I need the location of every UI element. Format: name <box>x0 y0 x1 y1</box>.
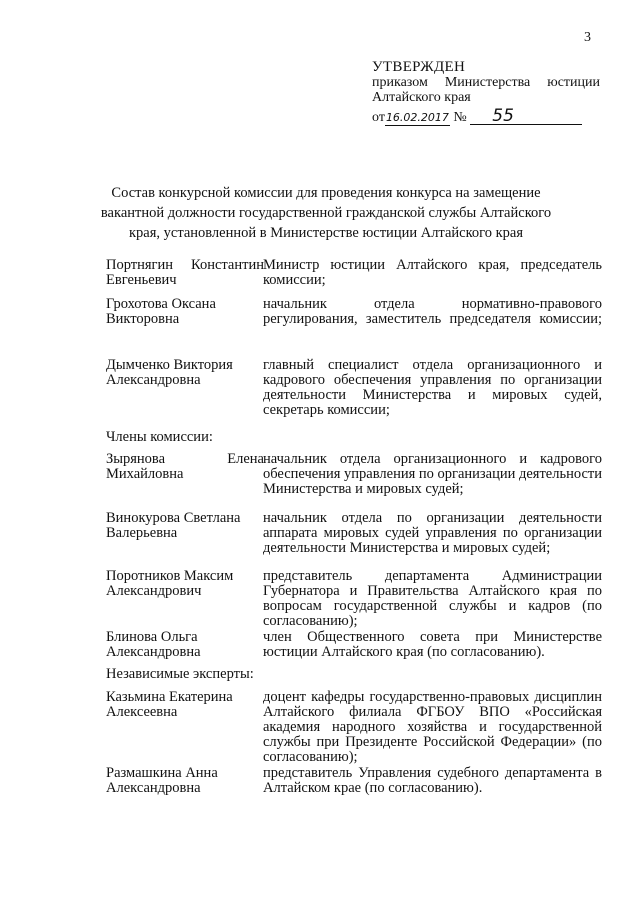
members-heading: Члены комиссии: <box>106 429 213 445</box>
member-role: главный специалист отдела организационного и кадрового обеспечения управления по организации деятельности Министерства и мировых судей, секретарь комиссии; <box>263 357 602 418</box>
document-title: Состав конкурсной комиссии для проведения конкурса на замещение вакантной должности государственной гражданской службы Алтайского края, установленной в Министерстве юстиции Алтайского края <box>100 185 552 241</box>
member-role: Министр юстиции Алтайского края, председатель комиссии; <box>263 257 602 288</box>
member-name: Винокурова Светлана Валерьевна <box>106 510 241 541</box>
approval-order-line <box>372 75 600 90</box>
member-role: представитель Управления судебного департамента в Алтайском крае (по согласованию). <box>263 765 602 796</box>
experts-heading: Независимые эксперты: <box>106 666 254 682</box>
member-role: начальник отдела организационного и кадрового обеспечения управления по организации деятельности Министерства и мировых судей; <box>263 451 602 497</box>
approval-order-word-1: приказом <box>372 75 428 90</box>
member-role: представитель департамента Администрации Губернатора и Правительства Алтайского края по вопросам государственной службы и кадров (по согласованию); <box>263 568 602 629</box>
member-name: Дымченко Виктория Александровна <box>106 357 233 388</box>
member-role: начальник отдела по организации деятельности аппарата мировых судей управления по организации деятельности Министерства и мировых судей; <box>263 510 602 556</box>
member-name: Зырянова Елена Михайловна <box>106 451 264 482</box>
member-role: член Общественного совета при Министерстве юстиции Алтайского края (по согласованию). <box>263 629 602 660</box>
approval-number-handwritten: 55 <box>470 109 582 125</box>
member-name: Размашкина Анна Александровна <box>106 765 218 796</box>
approval-order-word-2: Министерства <box>444 75 531 90</box>
member-role: начальник отдела нормативно-правового регулирования, заместитель председателя комиссии; <box>263 296 602 327</box>
approval-order-word-3: юстиции <box>547 75 600 90</box>
member-name: Портнягин Константин Евгеньевич <box>106 257 264 288</box>
member-name: Поротников Максим Александрович <box>106 568 234 599</box>
member-name: Казьмина Екатерина Алексеевна <box>106 689 233 720</box>
page-number: 3 <box>584 30 591 45</box>
approval-date-handwritten: 16.02.2017 <box>385 111 449 124</box>
approval-date-prefix: от <box>372 110 385 125</box>
approval-block <box>372 60 600 126</box>
approved-heading: УТВЕРЖДЕН <box>372 59 466 75</box>
member-role: доцент кафедры государственно-правовых дисциплин Алтайского филиала ФГБОУ ВПО «Российская академия народного хозяйства и государственной службы при Президенте Российской Федерации» (по согласованию); <box>263 689 602 765</box>
member-name: Блинова Ольга Александровна <box>106 629 201 660</box>
approval-date-line <box>372 106 600 126</box>
approval-number-sign: № <box>453 110 467 125</box>
member-name: Грохотова Оксана Викторовна <box>106 296 216 327</box>
approval-region: Алтайского края <box>372 90 471 105</box>
